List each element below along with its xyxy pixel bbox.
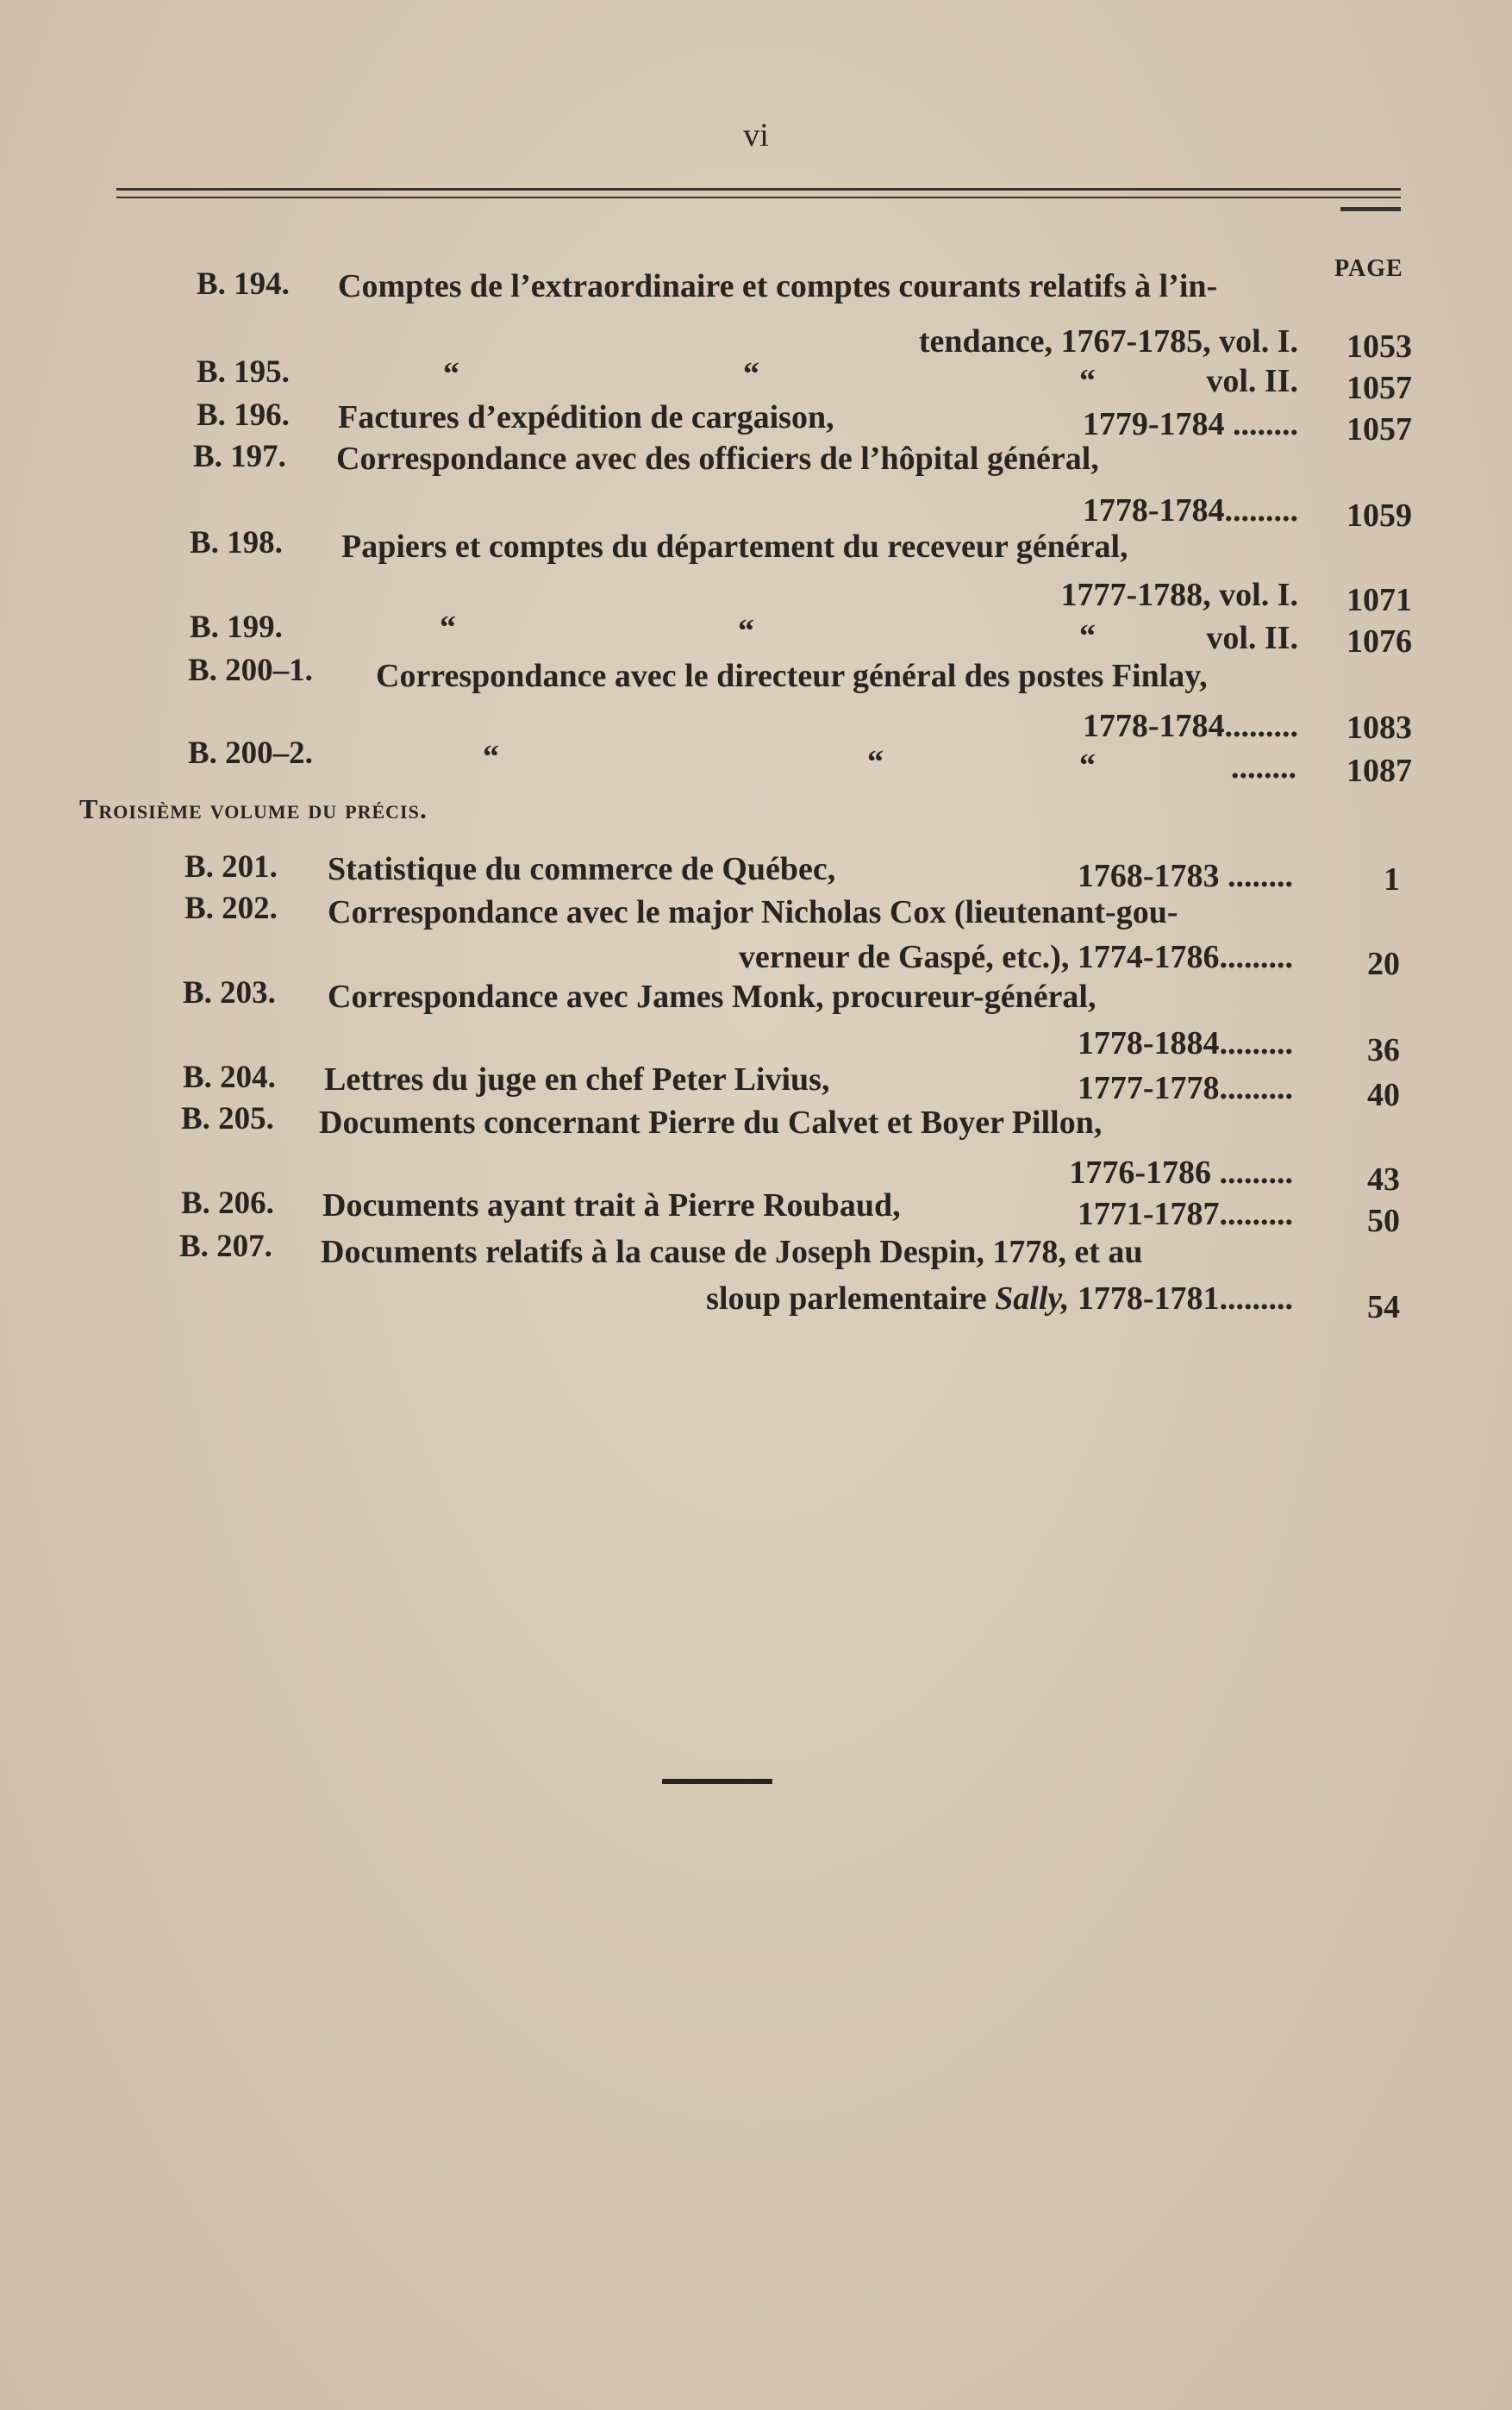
entry-page: 1071: [1346, 582, 1412, 618]
entry-dates: 1768-1783 ........: [1077, 858, 1293, 894]
entry-code: B. 194.: [197, 266, 290, 302]
entry-code: B. 199.: [190, 610, 283, 645]
entry-code: B. 205.: [181, 1101, 274, 1136]
entry-code: B. 195.: [197, 354, 290, 390]
header-rule: [116, 188, 1401, 191]
entry-page: 1053: [1346, 329, 1412, 365]
entry-page: 54: [1367, 1289, 1400, 1325]
entry-title-cont: [706, 1280, 1293, 1318]
header-rule-double: [116, 197, 1401, 198]
entry-title-cont: 1777-1788, vol. I.: [1060, 577, 1298, 613]
entry-page: 1: [1384, 861, 1400, 898]
entry-title: Papiers et comptes du département du receveur général,: [341, 529, 1128, 565]
ditto-mark: “: [443, 356, 459, 392]
entry-title: Documents concernant Pierre du Calvet et Boyer Pillon,: [319, 1105, 1103, 1141]
entry-code: B. 207.: [179, 1229, 272, 1264]
entry-page: 1057: [1346, 411, 1412, 448]
entry-dates: 1777-1778.........: [1077, 1070, 1293, 1106]
ditto-mark: “: [867, 744, 884, 780]
ditto-mark: “: [738, 613, 754, 649]
page-column-label: PAGE: [1334, 255, 1403, 282]
entry-title: vol. II.: [1206, 620, 1298, 656]
entry-title-cont: 1778-1784.........: [1082, 708, 1298, 744]
entry-code: B. 203.: [183, 975, 276, 1011]
entry-title-cont: verneur de Gaspé, etc.), 1774-1786.........: [738, 939, 1293, 975]
entry-page: 1076: [1346, 623, 1412, 660]
entry-title-cont: 1778-1784.........: [1082, 492, 1298, 529]
entry-code: B. 200–1.: [188, 653, 313, 688]
ditto-mark: “: [1079, 363, 1096, 399]
entry-code: B. 197.: [193, 439, 286, 474]
entry-code: B. 200–2.: [188, 736, 313, 771]
entry-dates: 1779-1784 ........: [1082, 406, 1298, 442]
end-ornament-rule: [662, 1779, 772, 1784]
entry-leader: ........: [1231, 749, 1296, 786]
entry-title-text: sloup parlementaire: [706, 1280, 996, 1317]
entry-code: B. 202.: [184, 891, 278, 926]
ditto-mark: “: [1079, 748, 1096, 784]
entry-page: 50: [1367, 1203, 1400, 1239]
entry-page: 36: [1367, 1032, 1400, 1068]
entry-title: Correspondance avec James Monk, procureur-général,: [328, 979, 1097, 1015]
entry-code: B. 201.: [184, 849, 278, 885]
entry-title: Lettres du juge en chef Peter Livius,: [324, 1061, 830, 1098]
entry-page: 1083: [1346, 710, 1412, 746]
entry-title-text: 1778-1781.........: [1069, 1280, 1293, 1317]
page-number: vi: [743, 117, 769, 153]
entry-code: B. 196.: [197, 397, 290, 433]
entry-title: Documents ayant trait à Pierre Roubaud,: [322, 1187, 901, 1224]
entry-title: Factures d’expédition de cargaison,: [338, 399, 834, 435]
entry-title: Correspondance avec le directeur général des postes Finlay,: [376, 658, 1208, 694]
entry-page: 1059: [1346, 498, 1412, 534]
vessel-name: Sally,: [995, 1280, 1070, 1317]
entry-title: Correspondance avec le major Nicholas Cox (lieutenant-gou-: [328, 894, 1178, 930]
section-title: Troisième volume du précis.: [79, 793, 428, 824]
entry-page: 1057: [1346, 370, 1412, 406]
entry-title-cont: tendance, 1767-1785, vol. I.: [918, 323, 1298, 360]
entry-title: Correspondance avec des officiers de l’hôpital général,: [336, 441, 1099, 477]
ditto-mark: “: [440, 610, 456, 646]
entry-title-cont: 1776-1786 .........: [1069, 1155, 1293, 1191]
entry-page: 43: [1367, 1161, 1400, 1198]
entry-code: B. 198.: [190, 525, 283, 560]
entry-title: vol. II.: [1206, 363, 1298, 399]
entry-dates: 1771-1787.........: [1077, 1196, 1293, 1232]
entry-code: B. 206.: [181, 1186, 274, 1221]
entry-page: 20: [1367, 946, 1400, 982]
ditto-mark: “: [743, 356, 759, 392]
entry-title: Documents relatifs à la cause de Joseph Despin, 1778, et au: [321, 1234, 1143, 1270]
entry-title: Statistique du commerce de Québec,: [328, 851, 836, 887]
entry-page: 40: [1367, 1077, 1400, 1113]
ditto-mark: “: [483, 739, 499, 775]
entry-title-cont: 1778-1884.........: [1077, 1025, 1293, 1061]
entry-title: Comptes de l’extraordinaire et comptes courants relatifs à l’in-: [338, 268, 1218, 304]
entry-code: B. 204.: [183, 1060, 276, 1095]
ditto-mark: “: [1079, 618, 1096, 654]
header-rule-end: [1340, 207, 1401, 211]
entry-page: 1087: [1346, 753, 1412, 789]
